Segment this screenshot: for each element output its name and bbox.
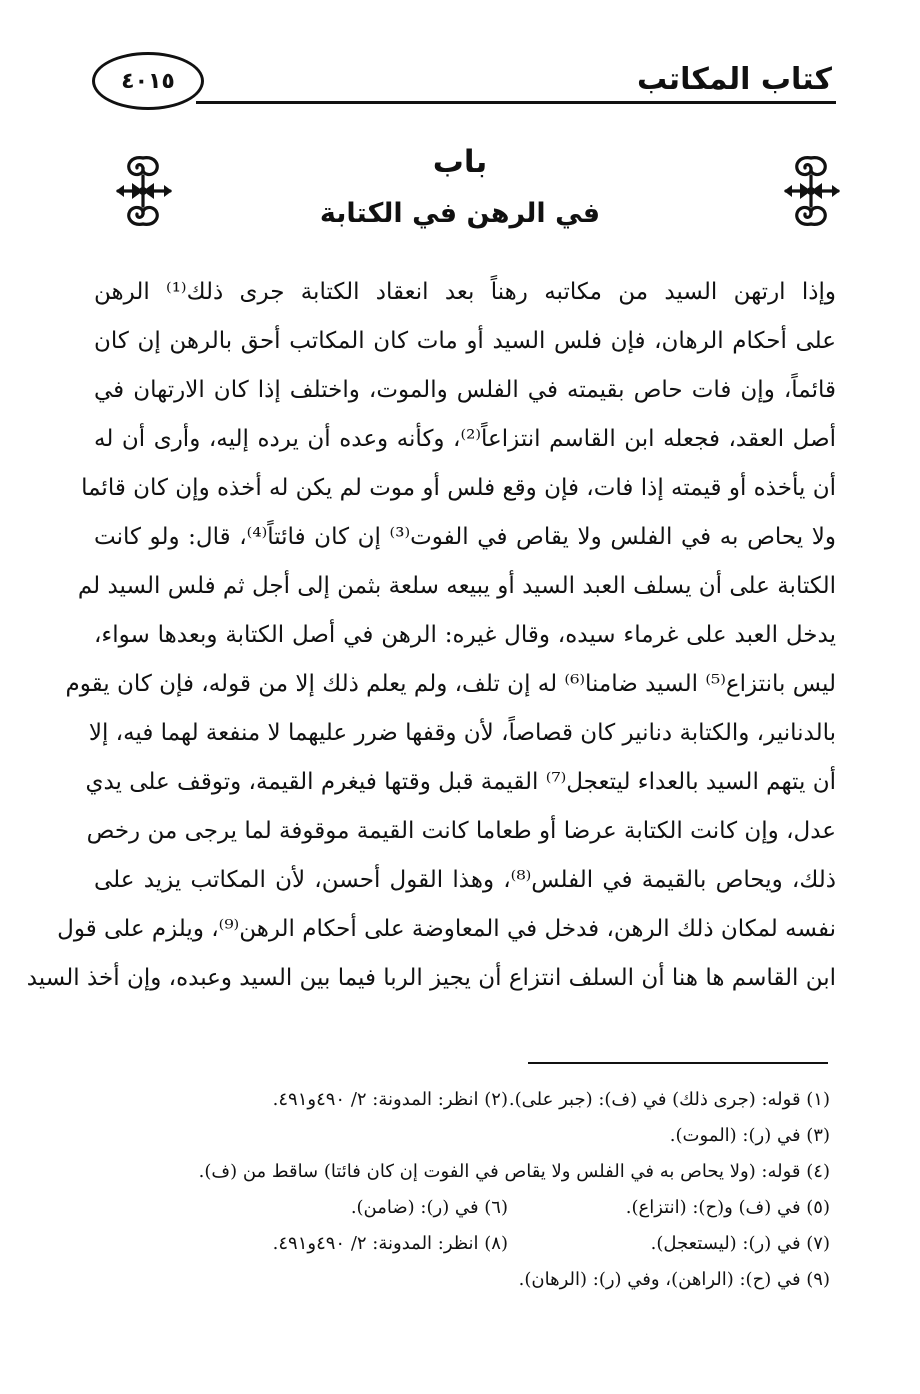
footnote-5: (٥) في (ف) و(ح): (انتزاع). [625,1197,830,1218]
footnote-row [150,1082,830,1118]
body-line: يدخل العبد على غرماء سيده، وقال غيره: الرهن في أصل الكتابة وبعدها سواء، [94,622,836,648]
body-line: ابن القاسم ها هنا أن السلف انتزاع أن يجيز الربا فيما بين السيد وعبده، وإن أخذ السيد [26,965,836,991]
footnote-1: (١) قوله: (جرى ذلك) في (ف): (جبر على). [508,1089,830,1110]
body-line: ليس بانتزاع⁽⁵⁾ السيد ضامنا⁽⁶⁾ له إن تلف، ولم يعلم ذلك إلا من قوله، فإن كان يقوم [65,671,836,697]
body-line: ذلك، ويحاص بالقيمة في الفلس⁽⁸⁾، وهذا القول أحسن، لأن المكاتب يزيد على [94,867,836,893]
body-line: على أحكام الرهان، فإن فلس السيد أو مات كان المكاتب أحق بالرهن إن كان [94,328,836,354]
page-number-oval [92,52,204,110]
body-line: أن يتهم السيد بالعداء ليتعجل⁽⁷⁾ القيمة قبل وقتها فيغرم القيمة، وتوقف على يدي [85,769,836,795]
footnote-6: (٦) في (ر): (ضامن). [350,1197,508,1218]
body-line: أن يأخذه أو قيمته إذا فات، فإن وقع فلس أو موت لم يكن له أخذه وإن كان قائما [81,475,836,501]
footnote-7: (٧) في (ر): (ليستعجل). [650,1233,830,1254]
header-rule [196,101,836,104]
body-line: عدل، وإن كانت الكتابة عرضا أو طعاما كانت القيمة موقوفة لما يرجى من رخص [86,818,836,844]
footnote-row [150,1118,830,1154]
body-line: أصل العقد، فجعله ابن القاسم انتزاعاً⁽²⁾، وكأنه وعده أن يرده إليه، وأرى أن له [94,426,837,452]
page-number: ٤٠١٥ [121,68,175,94]
footnote-2: (٢) انظر: المدونة: ٢/ ٤٩٠و٤٩١. [272,1089,508,1110]
book-title: كتاب المكاتب [637,62,832,97]
body-line: نفسه لمكان ذلك الرهن، فدخل في المعاوضة على أحكام الرهن⁽⁹⁾، ويلزم على قول [57,916,836,942]
footnote-4: (٤) قوله: (ولا يحاص به في الفلس ولا يقاص في الفوت إن كان فائتا) ساقط من (ف). [198,1161,830,1182]
footnote-row [150,1226,830,1262]
body-line: وإذا ارتهن السيد من مكاتبه رهناً بعد انعقاد الكتابة جرى ذلك⁽¹⁾ الرهن [94,279,837,305]
chapter-title: في الرهن في الكتابة [319,198,601,229]
body-line: ولا يحاص به في الفلس ولا يقاص في الفوت⁽³⁾ إن كان فائتاً⁽⁴⁾، قال: ولو كانت [94,524,836,550]
footnote-9: (٩) في (ح): (الراهن)، وفي (ر): (الرهان). [518,1269,830,1290]
footnote-row [150,1154,830,1190]
body-line: بالدنانير، والكتابة دنانير كان قصاصاً، لأن وقفها ضرر عليهما لا منفعة لهما فيه، إلا [88,720,836,746]
footnotes [150,1082,830,1298]
body-line: قائماً، وإن فات حاص بقيمته في الفلس والموت، واختلف إذا كان الارتهان في [94,377,836,403]
chapter-label: باب [432,144,488,180]
footnote-row [150,1262,830,1298]
footnote-3: (٣) في (ر): (الموت). [669,1125,830,1146]
footnote-row [150,1190,830,1226]
footnote-separator [528,1062,828,1064]
body-text [26,268,837,1003]
body-line: الكتابة على أن يسلف العبد السيد أو يبيعه سلعة بثمن إلى أجل ثم فلس السيد لم [77,573,836,599]
footnote-8: (٨) انظر: المدونة: ٢/ ٤٩٠و٤٩١. [272,1233,508,1254]
